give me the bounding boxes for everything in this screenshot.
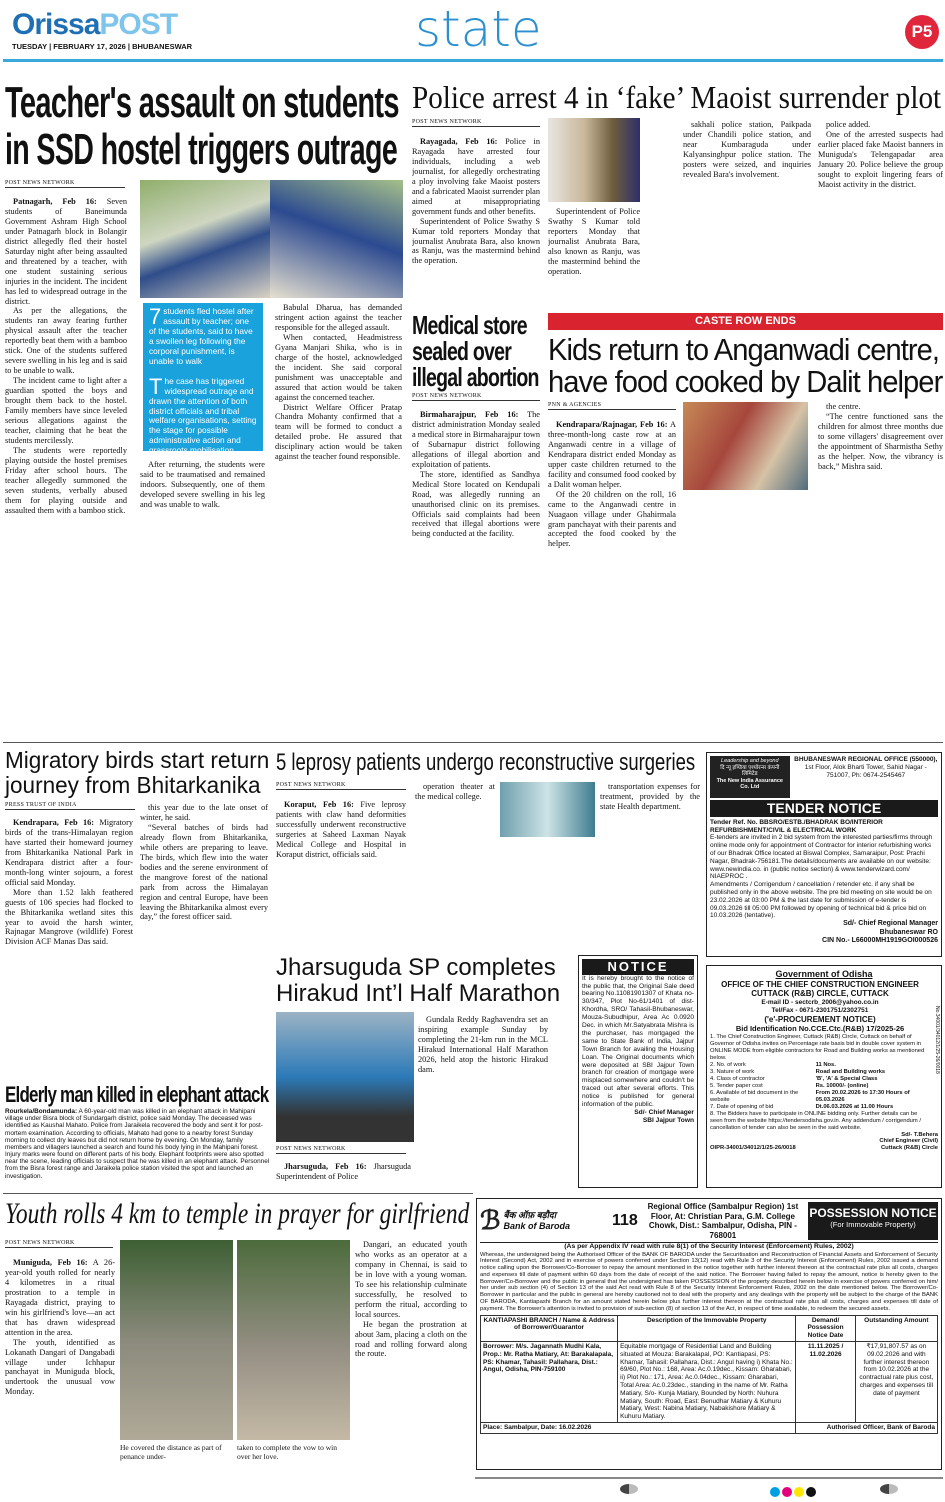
headline: Elderly man killed in elephant attack (5, 1082, 269, 1107)
procurement-row (710, 1090, 930, 1104)
headline: 5 leprosy patients undergo reconstructive surgeries (276, 749, 696, 776)
article-body: Dangari, an educated youth who works as an operator at a company in Chennai, is said to be in love with a young woman. To see his relationship culminate successfully, he resolved to perform the ritual, according to local sources. He began the prostration at about 3am, placing a cloth on the road and rolling forward along the route. (355, 1240, 467, 1359)
procurement-row (710, 1083, 930, 1090)
byline: POST NEWS NETWORK (412, 119, 540, 127)
row-value: Rs. 10000/- (online) (815, 1082, 869, 1089)
header-rule (3, 59, 943, 62)
registration-mark (880, 1484, 898, 1494)
byline: POST NEWS NETWORK (276, 1146, 406, 1154)
article-body: Birmaharajpur, Feb 16: The district administration Monday sealed a medical store in Birmaharajpur town of Subarnapur district following allegations of illegal abortion and exploitation of patients. The store, identified as Sandhya Medical Store located on Kendupali Road, was allegedly running an unauthorised clinic on its premises. Officials said complaints had been received that illegal abortions were being conducted at the facility. (412, 410, 540, 539)
issue-date: TUESDAY | FEBRUARY 17, 2026 | BHUBANESWAR (12, 42, 193, 51)
article-body: Koraput, Feb 16: Five leprosy patients with claw hand deformities successfully underwent reconstructive surgeries at Saheed Laxman Nayak Medical College and Hospital in Koraput district, officials said. (276, 800, 406, 859)
article-body: Kendrapara/Rajnagar, Feb 16: A three-month-long caste row at an Anganwadi centre in a village of Kendrapara district ended Monday as upper caste children returned to the facility and consumed food cooked by a Dalit woman helper. Of the 20 children on the roll, 16 came to the Anganwadi centre in Nuagaon village under Ghahirmala gram panchayat with their parents and accepted the food cooked by the helper. (548, 420, 676, 549)
bob-possession-notice: ℬ बैंक ऑफ़ बड़ौदा Bank of Baroda 118 Regional Office (Sambalpur Region) 1st Floor, At: Christian Para, G.M. College Chowk, Dist.: Sambalpur, Odisha, PIN - 768001 POSSESSION NOTICE (For Immovable Property) (As per Appendix IV read with rule 8(1) of the Security Interest (Enforcement) Rules, 2002) Whereas, the undersigned being the Authorised Officer of the BANK OF BARODA under the Securitisation and Reconstruction of Financial Assets and Enforcement of Security Interest (Second) Act, 2002 and in exercise of powers conferred under Section 13(12) read with Rule 3 of the Security Interest (Enforcement) Rules, 2002 issued a demand notice calling upon the Borrower/Co-Borrower to repay the amount mentioned in the notice together with further interest thereon at the contractual rate plus all costs, charges and expenses till date of payment within 60 days from the date of receipt of the said notice. The Borrower having failed to repay the amount, notice is hereby given to the Borrower/Co-Borrower and the public in general that the undersigned has taken POSSESSION of the property described herein below in exercise of powers conferred on him/ her under sub section (4) of Section 13 of the said Act read with Rule 8 of the Security Interest Enforcement Rules, 2002 on the date mentioned below. The Borrower/Co-Borrower in particular and the public in general are hereby cautioned not to deal with the property and any dealings with the property will be subject to the charge of the BANK OF BARODA, Kantiapashi Branch for an amount stated herein below plus further interest thereon at the contractual rate plus all costs, charges and expenses till date of payment. The Borrower's attention is invited to provision of sub-section (8) of section 13 of the Act, in respect of time available, to redeem the secured assets. KANTIAPASHI BRANCH / Name & Address of Borrower/Guarantor Description of the Immovable Property Demand/ Possession Notice Date Outstanding Amount Borrower: M/s. Jagannath Mudhi Kala, Prop.: Mr. Ratha Matiary, At: Barakalapala, PS: Khamar, Tahasil: Pallahara, Dist.: Angul, Odisha, PIN-759100 Equitable mortgage of Residential Land and Building situated at Mouza: Barakalapal, PO: Kantiapasi, PS: Khamar, Tahasil: Pallahara, Dist.: Angul having i) Khata No.: 69/60, Plot No.: 168, Area: Ac.0.19dec., Kissam: Gharabari, ii) Plot No.: 171, Area: Ac.0.04dec., Kissam: Gharabari, Total Area: Ac.0.23dec., standing in the name of Mr. Ratha Matiary, S/o- Kunja Matiary, Bounded by North: Nuhura Matiary, South: Road, East: Benudhar Matiary & Kuhuru Matiary, West: Nabina Matiary, Nabakishore Matiary & Kuhuru Matiary. 11.11.2025 / 11.02.2026 ₹17,91,807.57 as on 09.02.2026 and with further interest thereon from 10.02.2026 at the contractual rate plus cost, charges and expenses till date of payment Place: Sambalpur, Date: 16.02.2026 Authorised Officer, Bank of Baroda (476, 1198, 942, 1470)
headline: Teacher's assault on students (5, 78, 399, 127)
article-body: operation theater at the medical college. (415, 782, 495, 801)
orissapost-logo: OrissaPOST (12, 8, 178, 41)
police-photo (548, 118, 640, 202)
registration-mark (620, 1484, 638, 1494)
anniversary-logo: 118 (612, 1212, 638, 1230)
tender-title: TENDER NOTICE (710, 800, 938, 817)
byline: POST NEWS NETWORK (412, 393, 540, 401)
headline: in SSD hostel triggers outrage (5, 125, 398, 174)
odisha-procurement-ad: Government of Odisha OFFICE OF THE CHIEF CONSTRUCTION ENGINEER CUTTACK (R&B) CIRCLE, CUTTACK E-mail ID - sectcrb_2006@yahoo.co.in Tel/Fax - 0671-2301751/2302751 ('e'-PROCUREMENT NOTICE) Bid Identification No.CCE.Ctc.(R&B) 17/2025-26 No.34001/34012/1/25-26/0018 1. The Chief Construction Engineer, Cuttack (R&B) Circle, Cuttack on behalf of Governor of Odisha invites on Percentage rate basis bid in double cover system in ONLINE MODE from eligible contractors for Road and Building works as mentioned below. 2. No. of work 11 Nos. 3. Nature of work Road and Building works 4. Class of contractor 'B', 'A' & Special Class 5. Tender paper cost Rs. 10000/- (online) 6. Available of bid document in the website From 20.02.2026 to 17:30 Hours of 05.03.2026 7. Date of opening of bid Dt.06.03.2026 at 11.00 Hours 8. The Bidders have to participate in ONLINE bidding only. Further details can be seen from the website https://tendersodisha.gov.in. Any addendum / corrigendum / cancellation of tender can also be seen in the said website. OIPR-34001/34012/1/25-26/0018 Sd/- T.Behera Chief Engineer (Civil) Cuttack (R&B) Circle (706, 965, 942, 1188)
procurement-row (710, 1104, 930, 1111)
divider (3, 1193, 473, 1194)
row-label: 7. Date of opening of bid (710, 1103, 774, 1110)
article-body: police added. One of the arrested suspects had earlier placed fake Maoist banners in Muniguda's Telengapadar area January 20. Police believe the group sought to exploit lingering fears of Maoist activity in the district. (818, 120, 943, 189)
headline: Kids return to Anganwadi centre, have food cooked by Dalit helper (548, 332, 943, 399)
marathon-photo (276, 1012, 414, 1142)
procurement-row (710, 1062, 930, 1069)
article-body: Superintendent of Police Swathy S Kumar told reporters Monday that journalist Anubrata Bara, also known as Ranju, was the mastermind behind the operation. (548, 207, 640, 276)
youth-photo (237, 1240, 350, 1440)
headline: Jharsuguda SP completes Hirakud Int’l Half Marathon (276, 954, 561, 1007)
page-number: P5 (905, 15, 939, 49)
school-gate-photo (270, 180, 403, 298)
row-value: 11 Nos. (815, 1061, 836, 1068)
property-table: KANTIAPASHI BRANCH / Name & Address of Borrower/Guarantor Description of the Immovable Property Demand/ Possession Notice Date Outstanding Amount Borrower: M/s. Jagannath Mudhi Kala, Prop.: Mr. Ratha Matiary, At: Barakalapala, PS: Khamar, Tahasil: Pallahara, Dist.: Angul, Odisha, PIN-759100 Equitable mortgage of Residential Land and Building situated at Mouza: Barakalapal, PO: Kantiapasi, PS: Khamar, Tahasil: Pallahara, Dist.: Angul having i) Khata No.: 69/60, Plot No.: 168, Area: Ac.0.19dec., Kissam: Gharabari, ii) Plot No.: 171, Area: Ac.0.04dec., Kissam: Gharabari, Total Area: Ac.0.23dec., standing in the name of Mr. Ratha Matiary, S/o- Kunja Matiary, Bounded by North: Nuhura Matiary, South: Road, East: Benudhar Matiary & Kuhuru Matiary, West: Nabina Matiary, Nabakishore Matiary & Kuhuru Matiary. 11.11.2025 / 11.02.2026 ₹17,91,807.57 as on 09.02.2026 and with further interest thereon from 10.02.2026 at the contractual rate plus cost, charges and expenses till date of payment Place: Sambalpur, Date: 16.02.2026 Authorised Officer, Bank of Baroda (480, 1315, 938, 1434)
byline: POST NEWS NETWORK (276, 782, 406, 790)
row-value: From 20.02.2026 to 17:30 Hours of 05.03.2026 (815, 1089, 910, 1103)
divider (3, 742, 943, 743)
row-value: Road and Building works (815, 1068, 886, 1075)
article-body: After returning, the students were said to be traumatised and remained indoors. Subsequently, one of them developed severe swelling in his leg and was unable to walk. (140, 460, 265, 509)
article-body: Muniguda, Feb 16: A 26-year-old youth rolled for nearly 4 kilometres in a ritual prostration to a temple in Rayagada district, praying to win his girlfriend's love—an act that has drawn widespread attention in the area. The youth, identified as Lokanath Dangari of Dangabadi village under Ichhapur panchayat in Muniguda block, undertook the unusual vow Monday. (5, 1258, 115, 1397)
row-label: 2. No. of work (710, 1061, 746, 1068)
article-body: the centre. “The centre functioned sans the children for almost three months due to some villagers' disagreement over the appointment of Sharmistha Sethy as the helper. Now, the vibrancy is back,” Mishra said. (818, 402, 943, 471)
article-body: transportation expenses for treatment, provided by the state Health department. (600, 782, 700, 811)
highlight-box: 7 students fled hostel after assault by teacher; one of the students, said to have a swollen leg following the corporal punishment, is unable to walk T he case has triggered widespread outrage and drawn the attention of both district officials and tribal welfare organisations, setting the stage for possible administrative action and grassroots mobilisation (143, 303, 263, 451)
byline: POST NEWS NETWORK (5, 180, 125, 188)
article-body: Patnagarh, Feb 16: Seven students of Baneimunda Government Ashram High School under Patnagarh block in Bolangir district allegedly fled their hostel Saturday night after being assaulted and threatened by a teacher, with one student sustaining serious injuries in the incident. The incident has led to widespread outrage in the district. As per the allegations, the students ran away fearing further physical assault after the teacher reportedly beat them with a bamboo stick. One of the students suffered severe swelling in his leg and is said to be unable to walk. The incident came to light after a guardian spotted the boys and brought them back to the hostel. Family members have since leveled serious allegations against the teacher, claiming that he beat the students mercilessly. The students were reportedly playing outside the hostel premises Friday after school hours. The teacher allegedly summoned the seven students, verbally abused them for playing outside and assaulted them with a bamboo stick. (5, 197, 127, 515)
procurement-row (710, 1076, 930, 1083)
headline: Medical store sealed over illegal abortion (412, 310, 539, 392)
article-body: this year due to the late onset of winter, he said. “Several batches of birds had already flown from Bhitarkanika, while others are preparing to leave. The birds, which flew into the water bodies and the serene environment of the mangrove forest of the national park from across the Himalayan region and central Europe, have been leaving the Bhitarkanika almost every day,” the forest officer said. (140, 803, 268, 922)
kicker-bar: CASTE ROW ENDS (548, 313, 943, 330)
school-gate-photo (140, 180, 270, 298)
article-body: Jharsuguda, Feb 16: Jharsuguda Superintendent of Police (276, 1162, 411, 1181)
new-india-logo: Leadership and beyond दि न्यू इण्डिया एश्योरन्स कंपनी लिमिटेड The New India Assurance Co. Ltd (710, 756, 790, 798)
row-label: 4. Class of contractor (710, 1075, 765, 1082)
bob-emblem-icon: ℬ (480, 1206, 501, 1237)
row-label: 3. Nature of work (710, 1068, 755, 1075)
photo-caption: He covered the distance as part of penance under- (120, 1443, 222, 1461)
headline: Youth rolls 4 km to temple in prayer for girlfriend (5, 1197, 470, 1230)
article-body: Gundala Reddy Raghavendra set an inspiring example Sunday by completing the 21-km run in the MCL Hirakud International Half Marathon 2026, held atop the historic Hirakud dam. (418, 1015, 548, 1074)
article-body: Babulal Dharua, has demanded stringent action against the teacher responsible for the alleged assault. When contacted, Headmistress Gyana Manjari Shika, who is in charge of the hostel, acknowledged the incident. She said corporal punishment was unacceptable and assured that action would be taken against the concerned teacher. District Welfare Officer Pratap Chandra Mohanty confirmed that a team will be formed to conduct a detailed probe. He assured that disciplinary action would be taken against the teacher found responsible. (275, 303, 402, 462)
registration-marks (770, 1484, 818, 1502)
surgery-photo (500, 782, 595, 837)
row-value: Dt.06.03.2026 at 11.00 Hours (815, 1103, 894, 1110)
article-body: Rourkela/Bondamunda: A 60-year-old man was killed in an elephant attack in Mahipani village under Bisra block of Sundargarh district, police said Monday. The deceased was identified as Kaushal Mahato. Police from Jaraikela recovered the body and sent it for post-mortem examination. According to officials, Mahato had gone to a nearby forest Sunday morning to collect dry leaves but did not return home by evening. On Monday, family members and villagers launched a search and found his body lying in the Mahipani forest. Injury marks were found on different parts of his body. Elephant footprints were also spotted near the scene, leading officials to suspect that he was killed in an elephant attack. Personnel from the Bisra forest range and Jaraikela police station visited the spot and launched an investigation. (5, 1108, 270, 1180)
headline: Migratory birds start return journey from Bhitarkanika (5, 747, 270, 798)
article-body: Rayagada, Feb 16: Police in Rayagada have arrested four individuals, including a web journalist, for allegedly orchestrating a ploy involving fake Maoist posters and a fabricated Maoist surrender plan aimed at misappropriating government funds and other benefits. Superintendent of Police Swathy S Kumar told reporters Monday that journalist Anubrata Bara, also known as Ranju, was the mastermind behind the operation. (412, 137, 540, 266)
row-label: 6. Available of bid document in the website (710, 1089, 799, 1103)
byline: PRESS TRUST OF INDIA (5, 802, 135, 810)
row-value: 'B', 'A' & Special Class (815, 1075, 878, 1082)
section-title: state (415, 0, 542, 58)
article-body: sakhali police station, Paikpada under Chandili police station, and near Kumbaraguda under Kalyansinghpur police station. The posters were seized, and inquiries revealed Bara's involvement. (683, 120, 811, 179)
byline: PNN & AGENCIES (548, 402, 676, 410)
notice-title: NOTICE (582, 959, 694, 975)
article-body: Kendrapara, Feb 16: Migratory birds of the trans-Himalayan region have started their homeward journey from Bhitarkanika National Park in Kendrapara district after a four-month-long winter sojourn, a forest official said Monday. More than 1.52 lakh feathered guests of 106 species had flocked to the Bhitarkanika wetland sites this year to avoid the harsh winter, Rajnagar Mangrove (wildlife) Forest Division ACF Manas Das said. (5, 818, 133, 947)
byline: POST NEWS NETWORK (5, 1240, 113, 1248)
bob-logo: ℬ बैंक ऑफ़ बड़ौदा Bank of Baroda (480, 1206, 570, 1237)
divider (475, 1477, 943, 1479)
procurement-row (710, 1069, 930, 1076)
photo-caption: taken to complete the vow to win over her love. (237, 1443, 337, 1461)
sbi-notice-ad: NOTICE It is hereby brought to the notice of the public that, the Original Sale deed bearing No.11081901307 of Khata no-30/347, Plot No-61/1401 of dist-Khordha, SRO/ Tahasil-Bhubaneswar, Mouza-Subudhipur, Area Ac 0.0920 Dec. in which Mr.Satyabrata Mishra is the purchaser, has mortgaged the same to State Bank of India, Jajpur Town Branch for availing the Housing Loan. The Original documents which were deposited at SBI Jajpur Town branch for creation of mortgage were misplaced somewhere and couldn't be traced out after several efforts. This notice is published for general information of the public. Sd/- Chief Manager SBI Jajpur Town (578, 955, 698, 1188)
anganwadi-photo (683, 402, 808, 490)
headline: Police arrest 4 in ‘fake’ Maoist surrender plot (412, 79, 942, 115)
row-label: 5. Tender paper cost (710, 1082, 763, 1089)
tender-notice-ad: Leadership and beyond दि न्यू इण्डिया एश्योरन्स कंपनी लिमिटेड The New India Assurance Co. Ltd BHUBANESWAR REGIONAL OFFICE (550000), 1st Floor, Alok Bharti Tower, Sahid Nagar - 751007, Ph: 0674-2545467 TENDER NOTICE Tender Ref. No. BBSRO/ESTB./BHADRAK BO/INTERIOR REFURBISHMENT/CIVIL & ELECTRICAL WORK E-tenders are invited in 2 bid system from the interested parties/firms through online mode only for appointment of Contractor for interior refurbishing works of our Bhadrak Office located at Biswal Complex, Samaraipur, Post: Prachi Nagar, Bhadrak-756181.The details/documents are available on our website: www.newindia.co. in (public notice section) & www.tenderwizard.com/ NIAEPROC . Amendments / Corrigendum / cancellation / retender etc. if any shall be published only in the above website. The pre bid meeting on site would be on 23.02.2026 at 03:00 PM & the last date for submission of e-tender is 09.03.2026 till 05:00 PM followed by opening of technical bid & price bid on 10.03.2026 (tentative). Sd/- Chief Regional Manager Bhubaneswar RO CIN No.- L66000MH1919GOI000526 (706, 752, 942, 957)
youth-photo (120, 1240, 233, 1440)
